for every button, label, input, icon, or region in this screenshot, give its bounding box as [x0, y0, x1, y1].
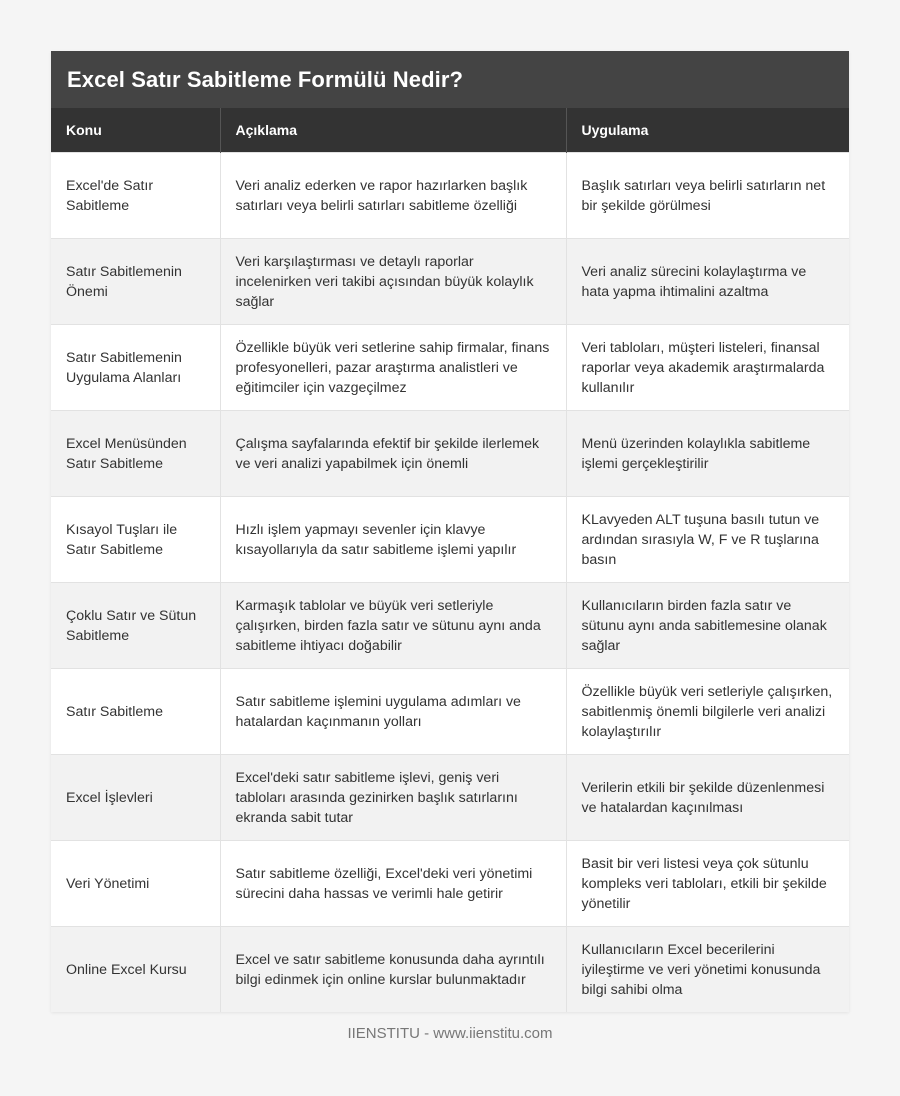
cell-konu: Satır Sabitleme — [51, 669, 220, 755]
page-title: Excel Satır Sabitleme Formülü Nedir? — [67, 66, 464, 92]
cell-aciklama: Excel ve satır sabitleme konusunda daha ayrıntılı bilgi edinmek için online kurslar bulunmaktadır — [220, 927, 566, 1013]
cell-aciklama: Özellikle büyük veri setlerine sahip firmalar, finans profesyonelleri, pazar araştırma analistleri ve eğitimciler için vazgeçilmez — [220, 325, 566, 411]
cell-uygulama: Veri tabloları, müşteri listeleri, finansal raporlar veya akademik araştırmalarda kullanılır — [566, 325, 849, 411]
table-row — [51, 927, 849, 1013]
info-card — [51, 51, 849, 1012]
cell-aciklama: Veri karşılaştırması ve detaylı raporlar incelenirken veri takibi açısından büyük kolaylık sağlar — [220, 239, 566, 325]
table-row — [51, 841, 849, 927]
title-bar — [51, 51, 849, 108]
cell-uygulama: Özellikle büyük veri setleriyle çalışırken, sabitlenmiş önemli bilgilerle veri analizi kolaylaştırılır — [566, 669, 849, 755]
cell-uygulama: Kullanıcıların Excel becerilerini iyileştirme ve veri yönetimi konusunda bilgi sahibi olma — [566, 927, 849, 1013]
footer-credit: IIENSTITU - www.iienstitu.com — [347, 1025, 553, 1042]
table-row — [51, 755, 849, 841]
cell-uygulama: Basit bir veri listesi veya çok sütunlu kompleks veri tabloları, etkili bir şekilde yönetilir — [566, 841, 849, 927]
table-row — [51, 583, 849, 669]
info-table — [51, 108, 849, 1012]
cell-aciklama: Satır sabitleme işlemini uygulama adımları ve hatalardan kaçınmanın yolları — [220, 669, 566, 755]
table-header-row — [51, 108, 849, 153]
cell-aciklama: Excel'deki satır sabitleme işlevi, geniş veri tabloları arasında gezinirken başlık satırlarını ekranda sabit tutar — [220, 755, 566, 841]
cell-uygulama: Veri analiz sürecini kolaylaştırma ve hata yapma ihtimalini azaltma — [566, 239, 849, 325]
cell-aciklama: Veri analiz ederken ve rapor hazırlarken başlık satırları veya belirli satırları sabitleme özelliği — [220, 153, 566, 239]
cell-konu: Veri Yönetimi — [51, 841, 220, 927]
table-row — [51, 153, 849, 239]
cell-aciklama: Hızlı işlem yapmayı sevenler için klavye kısayollarıyla da satır sabitleme işlemi yapılır — [220, 497, 566, 583]
table-row — [51, 411, 849, 497]
table-row — [51, 325, 849, 411]
cell-uygulama: Menü üzerinden kolaylıkla sabitleme işlemi gerçekleştirilir — [566, 411, 849, 497]
cell-konu: Çoklu Satır ve Sütun Sabitleme — [51, 583, 220, 669]
cell-aciklama: Çalışma sayfalarında efektif bir şekilde ilerlemek ve veri analizi yapabilmek için önemli — [220, 411, 566, 497]
cell-uygulama: Başlık satırları veya belirli satırların net bir şekilde görülmesi — [566, 153, 849, 239]
cell-konu: Excel Menüsünden Satır Sabitleme — [51, 411, 220, 497]
cell-konu: Satır Sabitlemenin Önemi — [51, 239, 220, 325]
cell-uygulama: Kullanıcıların birden fazla satır ve sütunu aynı anda sabitlemesine olanak sağlar — [566, 583, 849, 669]
cell-uygulama: KLavyeden ALT tuşuna basılı tutun ve ardından sırasıyla W, F ve R tuşlarına basın — [566, 497, 849, 583]
cell-uygulama: Verilerin etkili bir şekilde düzenlenmesi ve hatalardan kaçınılması — [566, 755, 849, 841]
column-header-uygulama: Uygulama — [566, 108, 849, 153]
table-row — [51, 497, 849, 583]
column-header-konu: Konu — [51, 108, 220, 153]
table-row — [51, 669, 849, 755]
cell-konu: Satır Sabitlemenin Uygulama Alanları — [51, 325, 220, 411]
table-row — [51, 239, 849, 325]
cell-aciklama: Satır sabitleme özelliği, Excel'deki veri yönetimi sürecini daha hassas ve verimli hale getirir — [220, 841, 566, 927]
column-header-aciklama: Açıklama — [220, 108, 566, 153]
cell-konu: Excel'de Satır Sabitleme — [51, 153, 220, 239]
cell-konu: Excel İşlevleri — [51, 755, 220, 841]
cell-konu: Online Excel Kursu — [51, 927, 220, 1013]
cell-konu: Kısayol Tuşları ile Satır Sabitleme — [51, 497, 220, 583]
cell-aciklama: Karmaşık tablolar ve büyük veri setleriyle çalışırken, birden fazla satır ve sütunu aynı anda sabitleme ihtiyacı doğabilir — [220, 583, 566, 669]
